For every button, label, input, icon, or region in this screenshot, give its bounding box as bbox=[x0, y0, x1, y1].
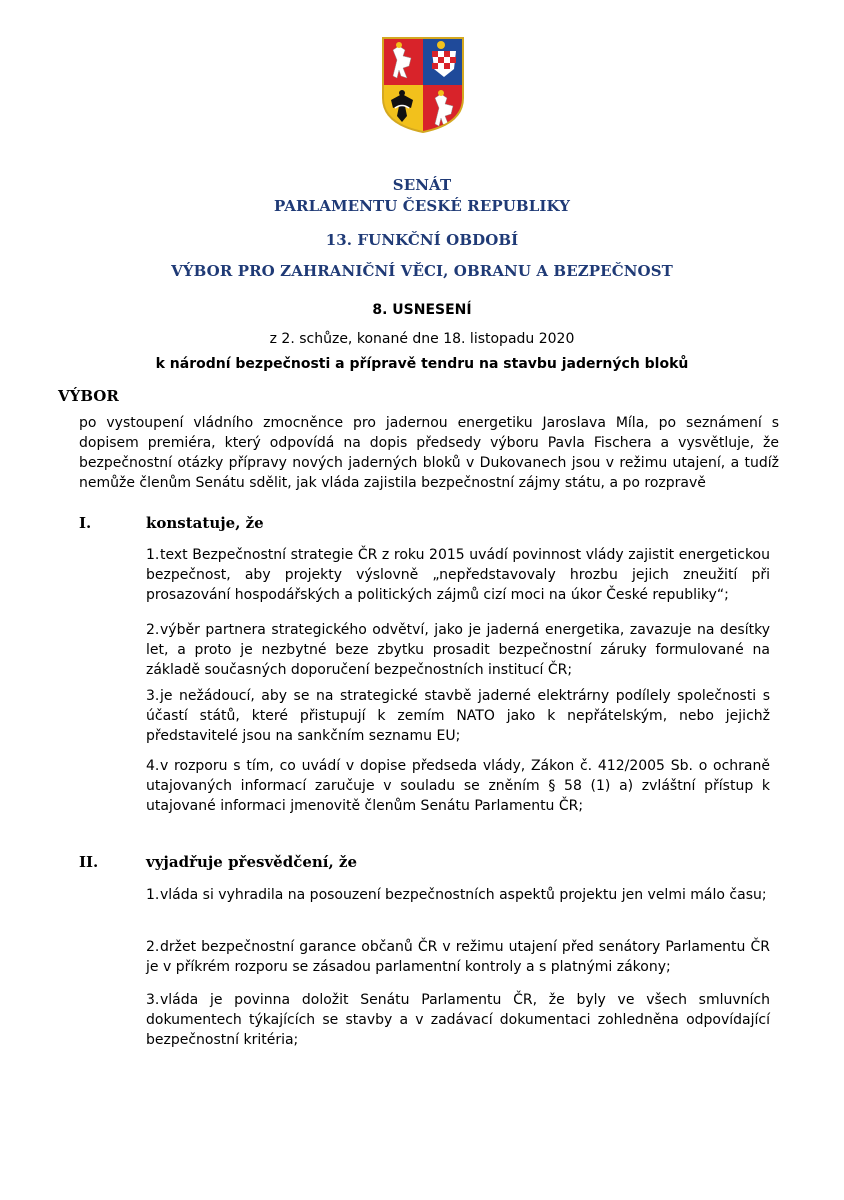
list-item bbox=[146, 990, 770, 1050]
committee-label: VÝBOR bbox=[58, 387, 119, 405]
item-text: je nežádoucí, aby se na strategické stavbě jaderné elektrárny podílely společnosti s účastí států, které přistupují k zemím NATO jako k nepřátelským, nebo jejichž představitelé jsou na sankčním seznamu EU; bbox=[146, 688, 770, 744]
item-text: vláda je povinna doložit Senátu Parlamentu ČR, že byly ve všech smluvních dokumentech týkajících se stavby a v zadávací dokumentaci zohledněna odpovídající bezpečnostní kritéria; bbox=[146, 992, 770, 1048]
item-number: 2. bbox=[146, 939, 160, 955]
item-text: výběr partnera strategického odvětví, jako je jaderná energetika, zavazuje na desítky let, a proto je nezbytné beze zbytku prosadit bezpečnostní záruky formulované na základě současných doporučení bezpečnostních institucí ČR; bbox=[146, 622, 770, 678]
item-number: 3. bbox=[146, 688, 160, 704]
item-number: 1. bbox=[146, 887, 160, 903]
header-senate: SENÁT bbox=[392, 176, 452, 194]
item-text: text Bezpečnostní strategie ČR z roku 2015 uvádí povinnost vlády zajistit energetickou bezpečnost, aby projekty výslovně „nepředstavovaly hrozbu jejich zneužití při prosazování hospodářských a politických zájmů cizí moci na úkor České republiky“; bbox=[146, 547, 770, 603]
list-item bbox=[146, 545, 770, 605]
header-parliament: PARLAMENTU ČESKÉ REPUBLIKY bbox=[273, 197, 571, 215]
resolution-subject: k národní bezpečnosti a přípravě tendru na stavbu jaderných bloků bbox=[155, 356, 689, 372]
list-item bbox=[146, 885, 770, 905]
item-text: vláda si vyhradila na posouzení bezpečnostních aspektů projektu jen velmi málo času; bbox=[160, 887, 767, 903]
section-1-title: konstatuje, že bbox=[146, 514, 264, 532]
section-2-numeral: II. bbox=[79, 853, 99, 871]
section-1-numeral: I. bbox=[79, 514, 92, 532]
resolution-number: 8. USNESENÍ bbox=[372, 302, 472, 318]
item-text: v rozporu s tím, co uvádí v dopise předseda vlády, Zákon č. 412/2005 Sb. o ochraně utajovaných informací zaručuje v souladu se zněním § 58 (1) a) zvláštní přístup k utajované informaci jmenovitě členům Senátu Parlamentu ČR; bbox=[146, 758, 770, 814]
item-number: 2. bbox=[146, 622, 160, 638]
resolution-session: z 2. schůze, konané dne 18. listopadu 2020 bbox=[269, 331, 575, 347]
item-number: 1. bbox=[146, 547, 160, 563]
header-committee: VÝBOR PRO ZAHRANIČNÍ VĚCI, OBRANU A BEZPEČNOST bbox=[171, 262, 673, 280]
section-2-title: vyjadřuje přesvědčení, že bbox=[146, 853, 357, 871]
list-item bbox=[146, 756, 770, 816]
czech-coat-of-arms-icon bbox=[381, 36, 465, 134]
item-number: 3. bbox=[146, 992, 160, 1008]
header-term: 13. FUNKČNÍ OBDOBÍ bbox=[325, 231, 519, 249]
list-item bbox=[146, 937, 770, 977]
item-text: držet bezpečnostní garance občanů ČR v režimu utajení před senátory Parlamentu ČR je v příkrém rozporu se zásadou parlamentní kontroly a s platnými zákony; bbox=[146, 939, 770, 975]
list-item bbox=[146, 620, 770, 680]
intro-paragraph: po vystoupení vládního zmocněnce pro jadernou energetiku Jaroslava Míla, po seznámení s dopisem premiéra, který odpovídá na dopis předsedy výboru Pavla Fischera a vysvětluje, že bezpečnostní otázky přípravy nových jaderných bloků v Dukovanech jsou v režimu utajení, a tudíž nemůže členům Senátu sdělit, jak vláda zajistila bezpečnostní zájmy státu, a po rozpravě bbox=[79, 415, 779, 491]
item-number: 4. bbox=[146, 758, 160, 774]
list-item bbox=[146, 686, 770, 746]
